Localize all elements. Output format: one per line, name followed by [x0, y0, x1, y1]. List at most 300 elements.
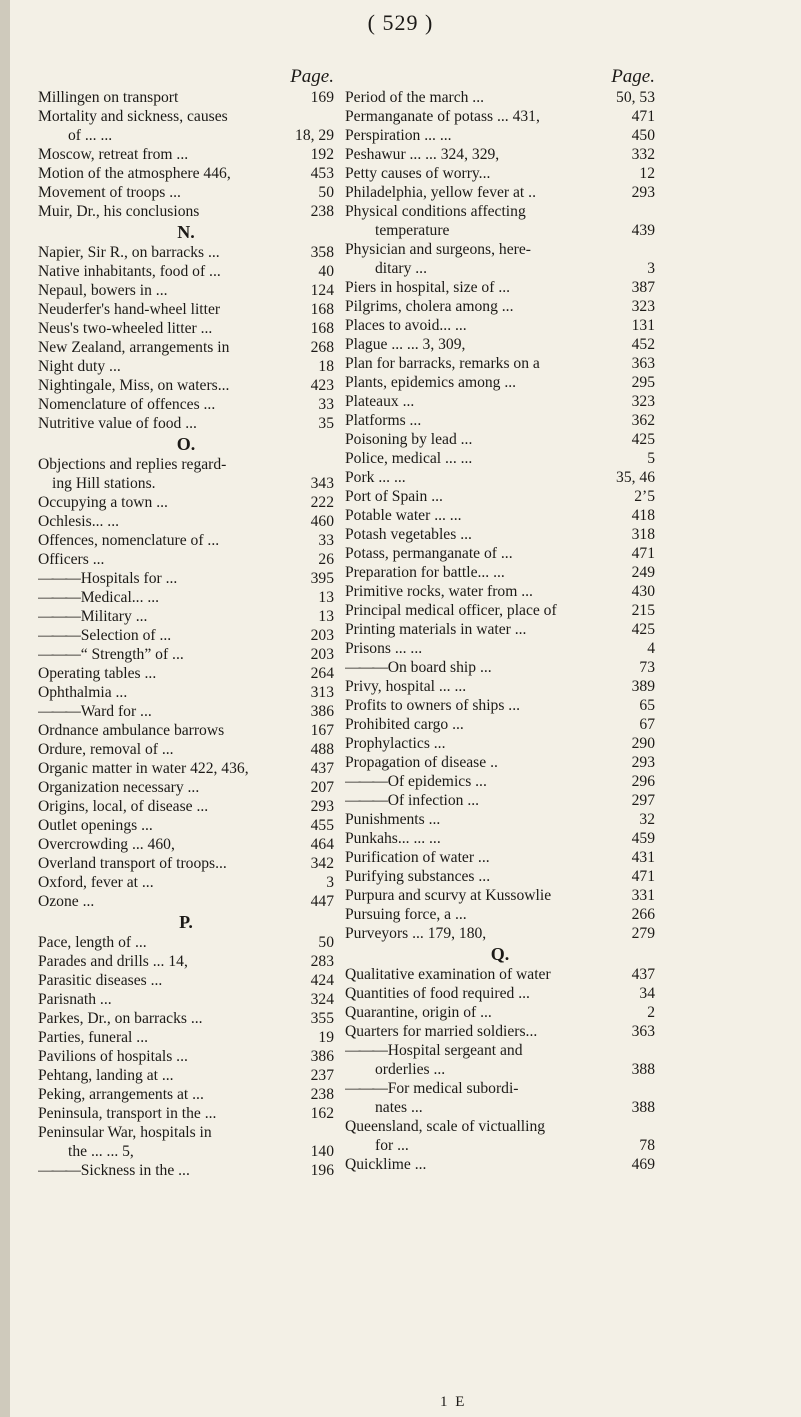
- index-entries-right: [345, 88, 655, 1174]
- index-entry: [38, 721, 334, 740]
- entry-label: Police, medical ... ...: [345, 450, 473, 467]
- entry-label: Ozone ...: [38, 893, 95, 910]
- index-entry: [345, 848, 655, 867]
- index-entry: [38, 797, 334, 816]
- entry-label: Punishments ...: [345, 811, 441, 828]
- entry-page-ref: 32: [639, 811, 655, 828]
- index-entry: [345, 1041, 655, 1060]
- entry-label: Pilgrims, cholera among ...: [345, 298, 514, 315]
- index-entry: [38, 835, 334, 854]
- entry-label: ——— Selection of ...: [38, 626, 307, 645]
- entry-label: Peking, arrangements at ...: [38, 1086, 204, 1103]
- entry-label: Napier, Sir R., on barracks ...: [38, 244, 220, 261]
- index-entry: [38, 493, 334, 512]
- index-entry: [38, 414, 334, 433]
- index-entry: [345, 411, 655, 430]
- entry-label: Occupying a town ...: [38, 494, 168, 511]
- entry-label: Philadelphia, yellow fever at ..: [345, 184, 536, 201]
- entry-page-ref: 430: [631, 583, 655, 600]
- entry-label: Native inhabitants, food of ...: [38, 263, 221, 280]
- entry-label: Moscow, retreat from ...: [38, 146, 189, 163]
- entry-label: ditary ...: [375, 260, 427, 277]
- entry-label: Purpura and scurvy at Kussowlie: [345, 887, 552, 904]
- entry-label: Night duty ...: [38, 358, 121, 375]
- entry-label: Movement of troops ...: [38, 184, 181, 201]
- index-entry: [38, 683, 334, 702]
- entry-page-ref: 293: [310, 798, 334, 815]
- index-entry: [345, 601, 655, 620]
- page-binding-edge: [0, 0, 10, 1417]
- index-entry: [38, 626, 334, 645]
- entry-page-ref: 295: [631, 374, 655, 391]
- index-entry: [345, 965, 655, 984]
- entry-page-ref: 35: [318, 415, 334, 432]
- entry-label: Objections and replies regard-: [38, 456, 227, 473]
- index-entry: [38, 569, 334, 588]
- entry-label: Parkes, Dr., on barracks ...: [38, 1010, 203, 1027]
- index-entry: [38, 88, 334, 107]
- entry-label: Parades and drills ... 14,: [38, 953, 188, 970]
- index-entry: [345, 107, 655, 126]
- entry-page-ref: 469: [631, 1156, 655, 1173]
- index-entry: [345, 297, 655, 316]
- entry-page-ref: 331: [631, 887, 655, 904]
- index-entry: [38, 854, 334, 873]
- index-entry: [38, 455, 334, 474]
- index-entry: [345, 88, 655, 107]
- entry-label: the ... ... 5,: [68, 1143, 134, 1160]
- index-entry: [38, 376, 334, 395]
- entry-label: Preparation for battle... ...: [345, 564, 505, 581]
- entry-page-ref: 35, 46: [616, 469, 655, 486]
- page-column-heading: Page.: [290, 66, 334, 87]
- entry-label: Quarters for married soldiers...: [345, 1023, 538, 1040]
- entry-label: Neus's two-wheeled litter ...: [38, 320, 213, 337]
- entry-label: Parasitic diseases ...: [38, 972, 163, 989]
- entry-label: ——— “ Strength” of ...: [38, 645, 307, 664]
- entry-page-ref: 19: [318, 1029, 334, 1046]
- entry-label: Poisoning by lead ...: [345, 431, 473, 448]
- entry-page-ref: 332: [631, 146, 655, 163]
- index-entry: [345, 753, 655, 772]
- entry-label: Potass, permanganate of ...: [345, 545, 513, 562]
- entry-page-ref: 279: [631, 925, 655, 942]
- entry-label: Overcrowding ... 460,: [38, 836, 175, 853]
- index-entry: [38, 933, 334, 952]
- index-entry: [38, 740, 334, 759]
- entry-page-ref: 73: [639, 659, 655, 676]
- entry-page-ref: 3: [647, 260, 655, 277]
- index-entry: [345, 240, 655, 259]
- entry-label: Outlet openings ...: [38, 817, 153, 834]
- entry-page-ref: 5: [647, 450, 655, 467]
- index-entry: [38, 1142, 334, 1161]
- entry-page-ref: 290: [631, 735, 655, 752]
- entry-label: Potash vegetables ...: [345, 526, 472, 543]
- entry-page-ref: 283: [310, 953, 334, 970]
- index-entry: [38, 873, 334, 892]
- entry-page-ref: 389: [631, 678, 655, 695]
- entry-page-ref: 318: [631, 526, 655, 543]
- entry-label: Plan for barracks, remarks on a: [345, 355, 540, 372]
- entry-page-ref: 207: [310, 779, 334, 796]
- entry-page-ref: 203: [310, 627, 334, 644]
- index-entry: [38, 1085, 334, 1104]
- index-entry: [38, 607, 334, 626]
- entry-label: Piers in hospital, size of ...: [345, 279, 511, 296]
- entry-label: Plateaux ...: [345, 393, 415, 410]
- entry-page-ref: 65: [639, 697, 655, 714]
- index-column-right: [345, 66, 655, 1174]
- entry-page-ref: 459: [631, 830, 655, 847]
- index-entry: [345, 126, 655, 145]
- signature-mark: 1 E: [440, 1394, 467, 1410]
- entry-label: Places to avoid... ...: [345, 317, 467, 334]
- index-entry: [38, 164, 334, 183]
- entry-label: Ochlesis... ...: [38, 513, 119, 530]
- entry-label: Organization necessary ...: [38, 779, 200, 796]
- index-entry: [345, 525, 655, 544]
- entry-label: for ...: [375, 1137, 409, 1154]
- entry-label: Propagation of disease ..: [345, 754, 498, 771]
- entry-page-ref: 237: [310, 1067, 334, 1084]
- entry-page-ref: 18, 29: [295, 127, 334, 144]
- entry-label: ——— Hospitals for ...: [38, 569, 307, 588]
- entry-label: ——— Of infection ...: [345, 791, 628, 810]
- entry-page-ref: 268: [310, 339, 334, 356]
- entry-page-ref: 140: [310, 1143, 334, 1160]
- entry-page-ref: 168: [310, 320, 334, 337]
- entry-page-ref: 264: [310, 665, 334, 682]
- entry-label: Quantities of food required ...: [345, 985, 530, 1002]
- index-entry: [345, 696, 655, 715]
- entry-page-ref: 50: [318, 184, 334, 201]
- entry-label: Parisnath ...: [38, 991, 112, 1008]
- entry-label: Quicklime ...: [345, 1156, 427, 1173]
- index-entry: [38, 126, 334, 145]
- index-entry: [345, 886, 655, 905]
- index-entry: [345, 259, 655, 278]
- section-letter: N.: [177, 222, 195, 242]
- entry-label: Physician and surgeons, here-: [345, 241, 531, 258]
- index-entry: [345, 658, 655, 677]
- index-entry: [345, 430, 655, 449]
- index-entry: [345, 772, 655, 791]
- entry-label: ——— For medical subordi-: [345, 1079, 651, 1098]
- entry-label: Plants, epidemics among ...: [345, 374, 517, 391]
- index-entry: [345, 1060, 655, 1079]
- index-entry: [38, 702, 334, 721]
- entry-page-ref: 192: [310, 146, 334, 163]
- index-entry: [38, 1009, 334, 1028]
- entry-label: Peninsular War, hospitals in: [38, 1124, 212, 1141]
- index-entry: [38, 1028, 334, 1047]
- entry-label: Muir, Dr., his conclusions: [38, 203, 200, 220]
- entry-page-ref: 387: [631, 279, 655, 296]
- entry-page-ref: 395: [310, 570, 334, 587]
- entry-page-ref: 386: [310, 1048, 334, 1065]
- entry-page-ref: 342: [310, 855, 334, 872]
- entry-label: Principal medical officer, place of: [345, 602, 557, 619]
- section-letter: Q.: [490, 944, 510, 964]
- index-entry: [345, 449, 655, 468]
- page-column-heading: Page.: [611, 66, 655, 87]
- entry-label: Pehtang, landing at ...: [38, 1067, 174, 1084]
- index-entry: [38, 202, 334, 221]
- entry-label: Peninsula, transport in the ...: [38, 1105, 217, 1122]
- index-entry: [345, 506, 655, 525]
- index-entries-left: [38, 88, 334, 1180]
- index-entry: [345, 734, 655, 753]
- entry-page-ref: 238: [310, 203, 334, 220]
- index-entry: [38, 1066, 334, 1085]
- section-letter: O.: [176, 434, 196, 454]
- index-entry: [345, 354, 655, 373]
- entry-label: Origins, local, of disease ...: [38, 798, 209, 815]
- entry-page-ref: 343: [310, 475, 334, 492]
- entry-page-ref: 3: [326, 874, 334, 891]
- entry-page-ref: 363: [631, 355, 655, 372]
- entry-label: Nutritive value of food ...: [38, 415, 197, 432]
- entry-page-ref: 453: [310, 165, 334, 182]
- entry-label: ——— Hospital sergeant and: [345, 1041, 651, 1060]
- index-entry: [38, 531, 334, 550]
- entry-page-ref: 203: [310, 646, 334, 663]
- entry-page-ref: 423: [310, 377, 334, 394]
- index-entry: [345, 1155, 655, 1174]
- entry-label: Potable water ... ...: [345, 507, 462, 524]
- entry-page-ref: 13: [318, 608, 334, 625]
- entry-page-ref: 26: [318, 551, 334, 568]
- entry-page-ref: 296: [631, 773, 655, 790]
- index-entry: [38, 664, 334, 683]
- entry-label: ——— Of epidemics ...: [345, 772, 628, 791]
- entry-page-ref: 488: [310, 741, 334, 758]
- index-entry: [38, 892, 334, 911]
- entry-page-ref: 33: [318, 396, 334, 413]
- entry-label: ——— Ward for ...: [38, 702, 307, 721]
- index-entry: [345, 183, 655, 202]
- entry-label: Millingen on transport: [38, 89, 179, 106]
- entry-page-ref: 425: [631, 621, 655, 638]
- entry-page-ref: 13: [318, 589, 334, 606]
- entry-page-ref: 2’5: [634, 488, 655, 505]
- entry-page-ref: 297: [631, 792, 655, 809]
- index-entry: [345, 984, 655, 1003]
- entry-label: Pace, length of ...: [38, 934, 147, 951]
- entry-page-ref: 162: [310, 1105, 334, 1122]
- index-entry: [345, 1098, 655, 1117]
- index-entry: [38, 1047, 334, 1066]
- index-entry: [345, 392, 655, 411]
- index-entry: [38, 338, 334, 357]
- index-entry: [38, 816, 334, 835]
- entry-page-ref: 424: [310, 972, 334, 989]
- entry-page-ref: 471: [631, 108, 655, 125]
- entry-page-ref: 455: [310, 817, 334, 834]
- entry-label: Pursuing force, a ...: [345, 906, 467, 923]
- entry-label: Purification of water ...: [345, 849, 490, 866]
- entry-page-ref: 471: [631, 545, 655, 562]
- entry-label: Nomenclature of offences ...: [38, 396, 216, 413]
- entry-page-ref: 50, 53: [616, 89, 655, 106]
- entry-page-ref: 196: [310, 1162, 334, 1179]
- index-entry: [38, 759, 334, 778]
- entry-label: Prophylactics ...: [345, 735, 446, 752]
- index-entry: [345, 791, 655, 810]
- index-entry: [345, 905, 655, 924]
- entry-page-ref: 437: [631, 966, 655, 983]
- entry-page-ref: 323: [631, 298, 655, 315]
- entry-page-ref: 4: [647, 640, 655, 657]
- entry-label: Perspiration ... ...: [345, 127, 452, 144]
- entry-label: Platforms ...: [345, 412, 422, 429]
- index-entry: [38, 474, 334, 493]
- index-entry: [38, 107, 334, 126]
- entry-label: Queensland, scale of victualling: [345, 1118, 546, 1135]
- entry-label: Permanganate of potass ... 431,: [345, 108, 540, 125]
- entry-page-ref: 266: [631, 906, 655, 923]
- entry-label: Ordnance ambulance barrows: [38, 722, 225, 739]
- entry-label: ——— Military ...: [38, 607, 314, 626]
- entry-label: Quarantine, origin of ...: [345, 1004, 492, 1021]
- index-entry: [38, 281, 334, 300]
- entry-label: of ... ...: [68, 127, 113, 144]
- index-entry: [38, 357, 334, 376]
- entry-page-ref: 249: [631, 564, 655, 581]
- entry-label: Pork ... ...: [345, 469, 406, 486]
- entry-label: Purveyors ... 179, 180,: [345, 925, 487, 942]
- entry-label: Operating tables ...: [38, 665, 157, 682]
- index-entry: [38, 645, 334, 664]
- page-number: ( 529 ): [367, 10, 434, 35]
- entry-label: New Zealand, arrangements in: [38, 339, 230, 356]
- index-entry: [345, 373, 655, 392]
- entry-page-ref: 50: [318, 934, 334, 951]
- entry-page-ref: 34: [639, 985, 655, 1002]
- entry-page-ref: 238: [310, 1086, 334, 1103]
- entry-page-ref: 124: [310, 282, 334, 299]
- index-entry: [345, 1022, 655, 1041]
- index-entry: [345, 582, 655, 601]
- entry-label: Officers ...: [38, 551, 105, 568]
- entry-page-ref: 33: [318, 532, 334, 549]
- index-entry: [345, 677, 655, 696]
- entry-label: Plague ... ... 3, 309,: [345, 336, 466, 353]
- index-entry: [345, 924, 655, 943]
- entry-page-ref: 215: [631, 602, 655, 619]
- entry-label: Port of Spain ...: [345, 488, 443, 505]
- entry-label: Overland transport of troops...: [38, 855, 227, 872]
- entry-label: ——— On board ship ...: [345, 658, 635, 677]
- entry-page-ref: 425: [631, 431, 655, 448]
- entry-page-ref: 12: [639, 165, 655, 182]
- index-entry: [345, 316, 655, 335]
- index-entry: [345, 202, 655, 221]
- entry-page-ref: 431: [631, 849, 655, 866]
- index-entry: [345, 487, 655, 506]
- index-entry: [38, 952, 334, 971]
- index-entry: [345, 145, 655, 164]
- entry-page-ref: 388: [631, 1061, 655, 1078]
- index-entry: [38, 778, 334, 797]
- index-entry: [345, 1079, 655, 1098]
- index-entry: [38, 512, 334, 531]
- index-entry: [38, 243, 334, 262]
- entry-label: Prohibited cargo ...: [345, 716, 464, 733]
- index-entry: [345, 278, 655, 297]
- entry-label: Petty causes of worry...: [345, 165, 491, 182]
- entry-page-ref: 78: [639, 1137, 655, 1154]
- entry-page-ref: 450: [631, 127, 655, 144]
- index-entry: [38, 183, 334, 202]
- entry-label: ——— Medical... ...: [38, 588, 314, 607]
- entry-label: ——— Sickness in the ...: [38, 1161, 307, 1180]
- entry-page-ref: 293: [631, 754, 655, 771]
- entry-label: Profits to owners of ships ...: [345, 697, 520, 714]
- entry-label: Peshawur ... ... 324, 329,: [345, 146, 500, 163]
- index-entry: [345, 1136, 655, 1155]
- entry-page-ref: 355: [310, 1010, 334, 1027]
- index-entry: [345, 544, 655, 563]
- entry-label: Neuderfer's hand-wheel litter: [38, 301, 221, 318]
- entry-label: orderlies ...: [375, 1061, 446, 1078]
- index-entry: [38, 145, 334, 164]
- entry-page-ref: 471: [631, 868, 655, 885]
- entry-label: Primitive rocks, water from ...: [345, 583, 533, 600]
- index-entry: [345, 829, 655, 848]
- entry-label: Nepaul, bowers in ...: [38, 282, 168, 299]
- index-entry: [345, 620, 655, 639]
- entry-label: Mortality and sickness, causes: [38, 108, 228, 125]
- index-entry: [38, 1123, 334, 1142]
- index-entry: [38, 990, 334, 1009]
- entry-label: Punkahs... ... ...: [345, 830, 441, 847]
- index-entry: [38, 319, 334, 338]
- entry-label: Pavilions of hospitals ...: [38, 1048, 188, 1065]
- index-entry: [345, 468, 655, 487]
- entry-label: Ordure, removal of ...: [38, 741, 174, 758]
- entry-label: temperature: [375, 222, 450, 239]
- entry-label: Oxford, fever at ...: [38, 874, 154, 891]
- section-letter: P.: [179, 912, 193, 932]
- entry-label: Purifying substances ...: [345, 868, 491, 885]
- entry-page-ref: 323: [631, 393, 655, 410]
- entry-label: Privy, hospital ... ...: [345, 678, 467, 695]
- index-entry: [38, 395, 334, 414]
- index-entry: [345, 639, 655, 658]
- entry-page-ref: 18: [318, 358, 334, 375]
- entry-label: Period of the march ...: [345, 89, 485, 106]
- entry-page-ref: 464: [310, 836, 334, 853]
- entry-page-ref: 222: [310, 494, 334, 511]
- entry-page-ref: 131: [631, 317, 655, 334]
- entry-label: Organic matter in water 422, 436,: [38, 760, 249, 777]
- index-entry: [345, 221, 655, 240]
- entry-label: Ophthalmia ...: [38, 684, 128, 701]
- entry-page-ref: 313: [310, 684, 334, 701]
- entry-page-ref: 388: [631, 1099, 655, 1116]
- entry-label: Physical conditions affecting: [345, 203, 526, 220]
- entry-page-ref: 40: [318, 263, 334, 280]
- entry-label: Prisons ... ...: [345, 640, 423, 657]
- index-entry: [345, 563, 655, 582]
- entry-label: ing Hill stations.: [52, 475, 156, 492]
- entry-page-ref: 293: [631, 184, 655, 201]
- entry-label: Motion of the atmosphere 446,: [38, 165, 231, 182]
- entry-page-ref: 418: [631, 507, 655, 524]
- entry-page-ref: 324: [310, 991, 334, 1008]
